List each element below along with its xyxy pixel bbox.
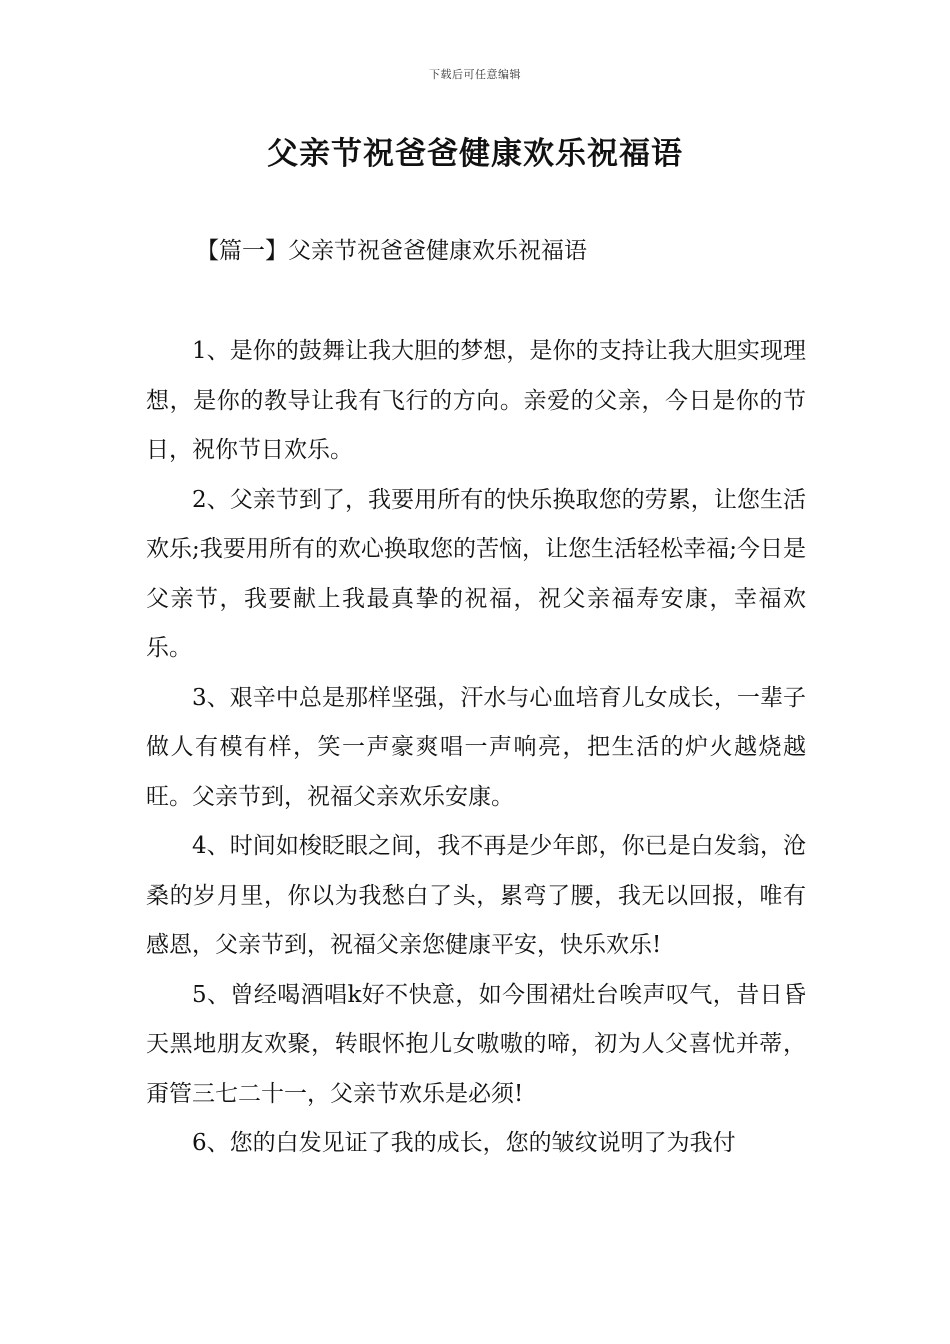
paragraph-3: 3、艰辛中总是那样坚强，汗水与心血培育儿女成长，一辈子做人有模有样，笑一声豪爽唱一声响亮，把生活的炉火越烧越旺。父亲节到，祝福父亲欢乐安康。 [146,684,806,810]
paragraph-5: 5、曾经喝酒唱k好不快意，如今围裙灶台唉声叹气，昔日昏天黑地朋友欢聚，转眼怀抱儿女嗷嗷的啼，初为人父喜忧并蒂，甭管三七二十一，父亲节欢乐是必须! [146,981,806,1107]
header-note: 下载后可任意编辑 [429,68,521,81]
document-title: 父亲节祝爸爸健康欢乐祝福语 [267,136,683,172]
paragraph-4: 4、时间如梭眨眼之间，我不再是少年郎，你已是白发翁，沧桑的岁月里，你以为我愁白了头，累弯了腰，我无以回报，唯有感恩，父亲节到，祝福父亲您健康平安，快乐欢乐! [146,833,806,958]
body-text [146,327,806,1169]
paragraph-2: 2、父亲节到了，我要用所有的快乐换取您的劳累，让您生活欢乐;我要用所有的欢心换取您的苦恼，让您生活轻松幸福;今日是父亲节，我要献上我最真挚的祝福，祝父亲福寿安康，幸福欢乐。 [146,486,806,661]
paragraph-6: 6、您的白发见证了我的成长，您的皱纹说明了为我付 [192,1130,736,1156]
paragraph-1: 1、是你的鼓舞让我大胆的梦想，是你的支持让我大胆实现理想，是你的教导让我有飞行的方向。亲爱的父亲，今日是你的节日，祝你节日欢乐。 [146,338,806,463]
section-heading: 【篇一】父亲节祝爸爸健康欢乐祝福语 [196,238,587,264]
